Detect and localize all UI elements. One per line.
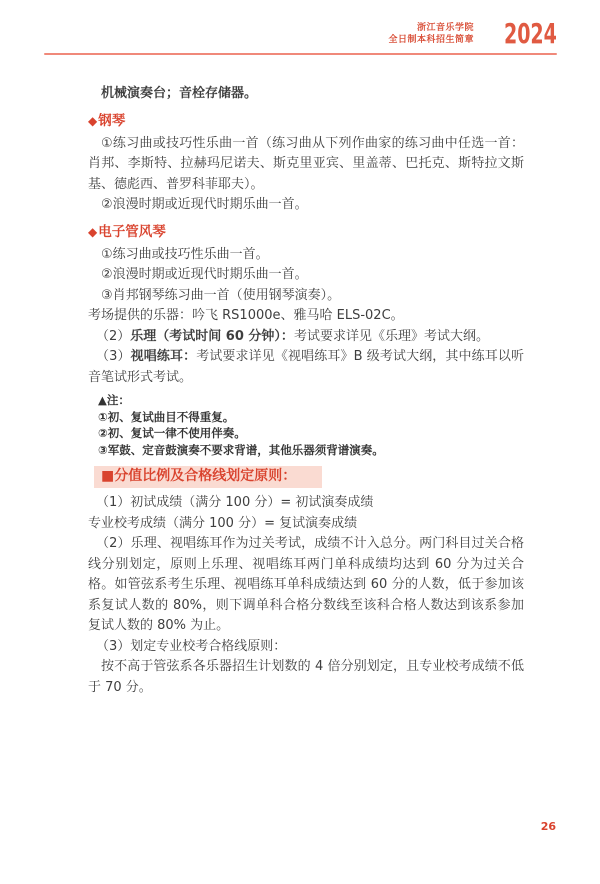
- header-title-block: [389, 22, 475, 46]
- score-heading-row: [88, 466, 524, 488]
- organ-instruments-note: 考场提供的乐器：吟飞 RS1000e、雅马哈 ELS-02C。: [88, 308, 404, 323]
- header-subtitle: 全日制本科招生简章: [388, 35, 475, 45]
- score-item-1: （1）初试成绩（满分 100 分）= 初试演奏成绩: [96, 495, 374, 510]
- exam-item-theory-text: 考试要求详见《乐理》考试大纲。: [293, 328, 489, 344]
- header-school-name: 浙江音乐学院: [417, 23, 475, 33]
- score-item-3: （3）划定专业校考合格线原则：: [96, 638, 287, 654]
- exam-item-eartraining: [88, 347, 524, 388]
- notes-title: [88, 392, 524, 409]
- exam-item-eartraining-text: 考试要求详见《视唱练耳》B 级考试大纲，其中练耳以听音笔试形式考试。: [88, 349, 524, 385]
- diamond-icon: ◆: [88, 113, 98, 128]
- score-item-1b: 专业校考成绩（满分 100 分）= 复试演奏成绩: [88, 515, 358, 531]
- triangle-icon: ▲: [98, 393, 107, 407]
- square-icon: ■: [101, 468, 115, 484]
- exam-item-theory-label: 乐理（考试时间 60 分钟）：: [130, 328, 294, 344]
- exam-item-eartraining-number: （3）: [96, 349, 131, 364]
- piano-item-1: ①练习曲或技巧性乐曲一首（练习曲从下列作曲家的练习曲中任选一首：肖邦、李斯特、拉赫玛尼诺夫、斯克里亚宾、里盖蒂、巴托克、斯特拉文斯基、德彪西、普罗科菲耶夫）。: [88, 135, 524, 192]
- note-item-1: ①初、复试曲目不得重复。: [98, 409, 235, 424]
- score-item-3b: 按不高于管弦系各乐器招生计划数的 4 倍分别划定，且专业校考成绩不低于 70 分。: [88, 659, 524, 695]
- section-heading-organ: [88, 223, 524, 241]
- header-divider-line: [44, 53, 557, 55]
- document-body: [88, 84, 524, 698]
- section-heading-score-label: 分值比例及合格线划定原则：: [114, 468, 297, 484]
- header-year: 2024: [504, 17, 557, 50]
- exam-item-theory: [88, 327, 524, 348]
- notes-title-label: 注：: [106, 393, 130, 407]
- exam-item-eartraining-label: 视唱练耳：: [130, 349, 197, 364]
- note-item-2: ②初、复试一律不使用伴奏。: [98, 426, 246, 440]
- section-heading-score: [94, 466, 322, 488]
- section-heading-piano-label: 钢琴: [98, 112, 126, 129]
- section-heading-piano: [88, 112, 524, 130]
- organ-item-3: ③肖邦钢琴练习曲一首（使用钢琴演奏）。: [101, 287, 341, 303]
- organ-item-2: ②浪漫时期或近现代时期乐曲一首。: [101, 267, 308, 282]
- section-heading-organ-label: 电子管风琴: [98, 223, 166, 240]
- notes-block: [88, 392, 524, 458]
- score-item-2: （2）乐理、视唱练耳作为过关考试，成绩不计入总分。两门科目过关合格线分别划定，原则上乐理、视唱练耳两门单科成绩均达到 60 分为过关合格。如管弦系考生乐理、视唱练耳单科成绩达到 60 分的人数，低于参加该系复试人数的 80%，则下调单科合格分数线至该科合格人数达到该系参加复试人数的 80% 为止。: [88, 536, 524, 633]
- organ-item-1: ①练习曲或技巧性乐曲一首。: [101, 246, 269, 262]
- note-item-3: ③军鼓、定音鼓演奏不要求背谱，其他乐器须背谱演奏。: [98, 442, 384, 457]
- diamond-icon: ◆: [88, 224, 98, 239]
- paragraph-intro: 机械演奏台；音栓存储器。: [101, 86, 258, 101]
- piano-item-2: ②浪漫时期或近现代时期乐曲一首。: [101, 197, 308, 212]
- page-header: [388, 17, 557, 50]
- page-number: 26: [540, 820, 556, 833]
- exam-item-theory-number: （2）: [96, 328, 131, 344]
